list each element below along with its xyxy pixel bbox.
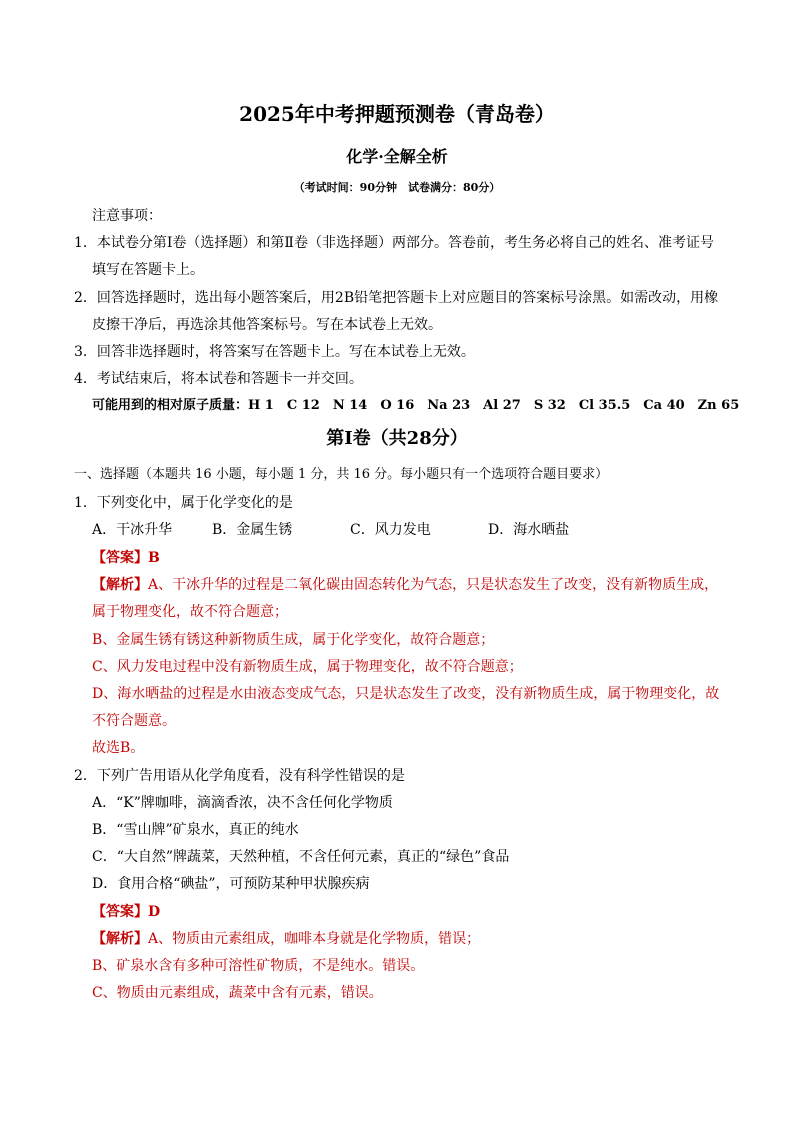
q2-option-d: D．食用合格“碘盐”，可预防某种甲状腺疾病 <box>92 876 370 892</box>
q2-analysis-text-1: A、物质由元素组成，咖啡本身就是化学物质，错误； <box>148 931 481 947</box>
q2-option-a: A．“K”牌咖啡，滴滴香浓，决不含任何化学物质 <box>92 795 393 811</box>
q2-analysis-label: 【解析】 <box>92 931 148 947</box>
notice-item-4: 4．考试结束后，将本试卷和答题卡一并交回。 <box>74 371 363 387</box>
atomic-masses: 可能用到的相对原子质量：H 1 C 12 N 14 O 16 Na 23 Al 27 S 32 Cl 35.5 Ca 40 Zn 65 <box>92 398 740 413</box>
q1-analysis-line-3: B、金属生锈有锈这种新物质生成，属于化学变化，故符合题意； <box>92 632 495 648</box>
q1-analysis-line-5: D、海水晒盐的过程是水由液态变成气态，只是状态发生了改变，没有新物质生成，属于物理变化，故 <box>92 686 720 702</box>
q1-analysis-line-6: 不符合题意。 <box>92 713 176 729</box>
q2-stem: 2．下列广告用语从化学角度看，没有科学性错误的是 <box>74 768 405 784</box>
notice-item-2-cont: 皮擦干净后，再选涂其他答案标号。写在本试卷上无效。 <box>92 317 442 333</box>
section-title: 第Ⅰ卷（共28分） <box>326 428 468 449</box>
q2-option-b: B．“雪山牌”矿泉水，真正的纯水 <box>92 822 299 838</box>
section-instruction: 一、选择题（本题共 16 小题，每小题 1 分，共 16 分。每小题只有一个选项符合题目要求） <box>74 467 609 482</box>
q1-analysis-line-2: 属于物理变化，故不符合题意； <box>92 604 288 620</box>
q1-stem: 1．下列变化中，属于化学变化的是 <box>74 495 293 511</box>
q1-answer: 【答案】B <box>92 550 160 566</box>
exam-title: 2025年中考押题预测卷（青岛卷） <box>239 102 555 126</box>
notice-item-1: 1．本试卷分第Ⅰ卷（选择题）和第Ⅱ卷（非选择题）两部分。答卷前，考生务必将自己的姓名、准考证号 <box>74 235 714 251</box>
q1-option-d: D．海水晒盐 <box>488 522 570 538</box>
q1-analysis-label: 【解析】 <box>92 577 148 593</box>
exam-info: （考试时间：90分钟 试卷满分：80分） <box>293 181 501 194</box>
q2-option-c: C．“大自然”牌蔬菜，天然种植，不含任何元素，真正的“绿色”食品 <box>92 849 510 865</box>
q1-analysis-line-4: C、风力发电过程中没有新物质生成，属于物理变化，故不符合题意； <box>92 659 523 675</box>
q2-analysis-line-3: C、物质由元素组成，蔬菜中含有元素，错误。 <box>92 985 383 1001</box>
q1-option-c: C．风力发电 <box>350 522 431 538</box>
q1-conclusion: 故选B。 <box>92 740 145 756</box>
q2-answer: 【答案】D <box>92 904 161 920</box>
exam-subtitle: 化学·全解全析 <box>346 147 448 166</box>
notice-item-1-cont: 填写在答题卡上。 <box>92 262 204 278</box>
notice-item-2: 2．回答选择题时，选出每小题答案后，用2B铅笔把答题卡上对应题目的答案标号涂黑。如需改动，用橡 <box>74 290 719 306</box>
notice-heading: 注意事项： <box>92 208 162 224</box>
notice-item-3: 3．回答非选择题时，将答案写在答题卡上。写在本试卷上无效。 <box>74 344 475 360</box>
q2-analysis-line-2: B、矿泉水含有多种可溶性矿物质，不是纯水。错误。 <box>92 958 425 974</box>
q2-analysis-line-1 <box>92 929 480 949</box>
q1-option-a: A．干冰升华 <box>92 522 173 538</box>
q1-option-b: B．金属生锈 <box>212 522 293 538</box>
q1-analysis-text-1: A、干冰升华的过程是二氧化碳由固态转化为气态，只是状态发生了改变，没有新物质生成， <box>148 577 719 593</box>
q1-analysis-line-1 <box>92 575 718 595</box>
